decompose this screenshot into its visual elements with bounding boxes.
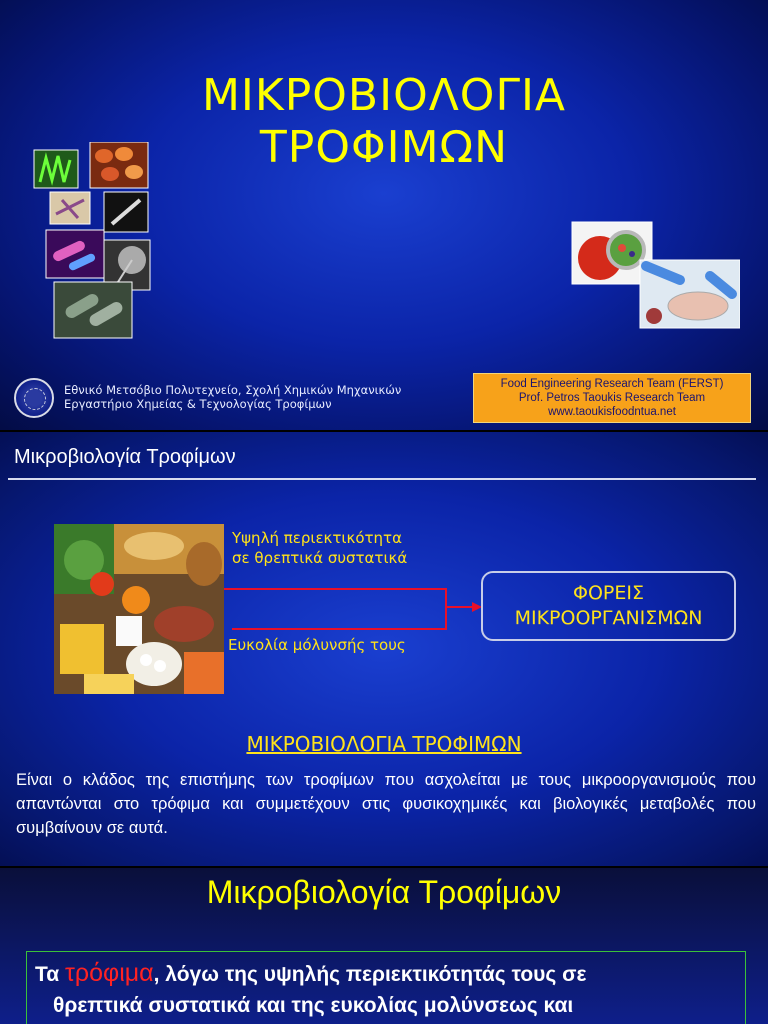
definition-title — [0, 732, 768, 756]
label-high-nutrients-line1: Υψηλή περιεκτικότητα — [232, 529, 402, 547]
slide-title: Μικροβιολογία Τροφίμων — [206, 874, 562, 910]
content-line-1 — [35, 958, 745, 990]
research-team-box — [473, 373, 751, 423]
content-box — [26, 951, 746, 1024]
university-crest-icon — [14, 378, 54, 418]
carrier-line-2: ΜΙΚΡΟΟΡΓΑΝΙΣΜΩΝ — [514, 607, 703, 629]
food-microbiology-slide — [0, 868, 768, 1024]
laboratory-name: Εργαστήριο Χημείας & Τεχνολογίας Τροφίμων — [64, 397, 332, 411]
label-easy-contamination: Ευκολία μόλυνσής τους — [228, 636, 406, 654]
team-name: Food Engineering Research Team (FERST) — [500, 378, 724, 390]
title-line-2: ΤΡΟΦΙΜΩΝ — [259, 122, 509, 173]
header-divider — [8, 478, 756, 480]
label-high-nutrients-line2: σε θρεπτικά συστατικά — [232, 549, 408, 567]
content-rest: , λόγω της υψηλής περιεκτικότητάς τους σε — [153, 963, 587, 986]
team-website[interactable]: www.taoukisfoodntua.net — [548, 406, 676, 418]
title-slide — [0, 0, 768, 430]
microorganism-collage — [32, 142, 152, 342]
university-info — [64, 383, 401, 411]
food-lab-images — [570, 220, 740, 330]
content-prefix: Τα — [35, 963, 66, 986]
title-line-1: ΜΙΚΡΟΒΙΟΛΟΓΙΑ — [201, 70, 567, 121]
definition-slide — [0, 432, 768, 866]
label-high-nutrients — [232, 528, 407, 568]
slide-header: Μικροβιολογία Τροφίμων — [14, 446, 236, 468]
carrier-line-1: ΦΟΡΕΙΣ — [573, 582, 644, 604]
definition-title-text: ΜΙΚΡΟΒΙΟΛΟΓΙΑ ΤΡΟΦΙΜΩΝ — [246, 732, 522, 756]
food-assortment-image — [54, 524, 224, 694]
team-professor: Prof. Petros Taoukis Research Team — [518, 392, 706, 404]
connector-arrows — [224, 567, 484, 647]
content-line-2: θρεπτικά συστατικά και της ευκολίας μολύνσεως και — [53, 994, 574, 1017]
content-highlight: τρόφιμα — [65, 959, 154, 987]
microorganism-carriers-box — [481, 571, 736, 641]
university-name: Εθνικό Μετσόβιο Πολυτεχνείο, Σχολή Χημικών Μηχανικών — [64, 383, 402, 397]
definition-text: Είναι ο κλάδος της επιστήμης των τροφίμων που ασχολείται με τους μικροοργανισμούς που απαντώνται στο τρόφιμα και συμμετέχουν στις φυσικοχημικές και βιολογικές μεταβολές που συμβαίνουν σε αυτά. — [16, 771, 756, 837]
